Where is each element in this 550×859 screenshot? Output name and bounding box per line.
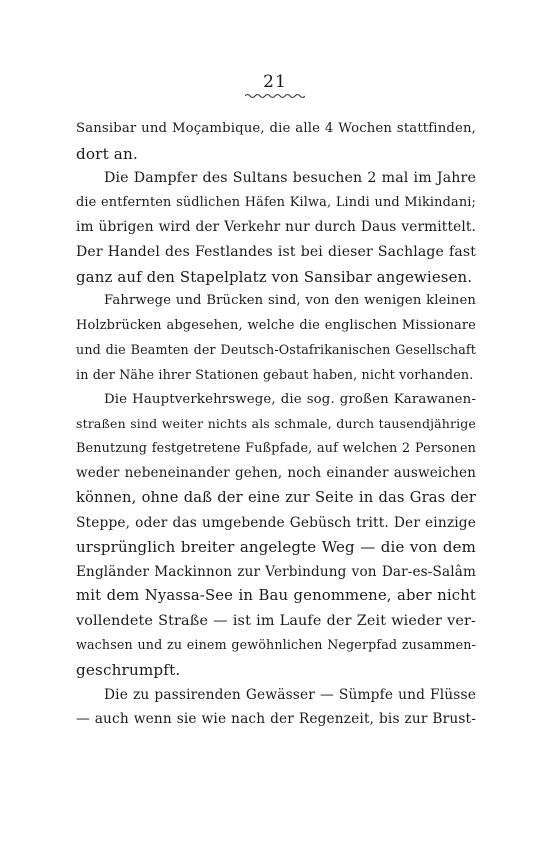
text-line: wachsen und zu einem gewöhnlichen Negerpfad zusammen-	[76, 637, 476, 653]
text-line: dort an.	[76, 144, 138, 163]
page-header	[0, 72, 550, 100]
paragraph	[76, 166, 476, 289]
text-line: — auch wenn sie wie nach der Regenzeit, bis zur Brust-	[76, 711, 476, 728]
text-line: ursprünglich breiter angelegte Weg — die von dem	[76, 538, 476, 557]
text-line: weder nebeneinander gehen, noch einander ausweichen	[76, 465, 476, 482]
body-text	[76, 117, 476, 732]
text-line: Fahrwege und Brücken sind, von den wenigen kleinen	[104, 293, 476, 309]
text-line: geschrumpft.	[76, 661, 181, 680]
text-line: Sansibar und Moçambique, die alle 4 Wochen stattfinden,	[76, 121, 476, 136]
paragraph	[76, 117, 476, 166]
text-line: Engländer Mackinnon zur Verbindung von Dar-es-Salâm	[76, 563, 476, 580]
paragraph	[76, 388, 476, 683]
text-line: vollendete Straße — ist im Laufe der Zeit wieder ver-	[76, 612, 476, 629]
text-line: Die zu passirenden Gewässer — Sümpfe und Flüsse	[104, 686, 476, 703]
text-line: im übrigen wird der Verkehr nur durch Daus vermittelt.	[76, 219, 476, 236]
text-line: Holzbrücken abgesehen, welche die englischen Missionare	[76, 317, 476, 333]
text-line: in der Nähe ihrer Stationen gebaut haben, nicht vorhanden.	[76, 366, 474, 382]
text-line: Die Hauptverkehrswege, die sog. großen Karawanen-	[104, 391, 476, 407]
text-line: Die Dampfer des Sultans besuchen 2 mal im Jahre	[104, 170, 476, 187]
text-line: und die Beamten der Deutsch-Ostafrikanischen Gesellschaft	[76, 342, 476, 358]
page-number: 21	[263, 72, 287, 92]
text-line: ganz auf den Stapelplatz von Sansibar angewiesen.	[76, 267, 473, 286]
text-line: die entfernten südlichen Häfen Kilwa, Lindi und Mikindani;	[76, 194, 476, 210]
text-line: Benutzung festgetretene Fußpfade, auf welchen 2 Personen	[76, 440, 476, 456]
text-line: straßen sind weiter nichts als schmale, durch tausendjährige	[76, 416, 476, 432]
text-line: Der Handel des Festlandes ist bei dieser Sachlage fast	[76, 243, 476, 260]
text-line: Steppe, oder das umgebende Gebüsch tritt. Der einzige	[76, 514, 476, 531]
wavy-ornament	[245, 92, 305, 100]
text-line: mit dem Nyassa-See in Bau genommene, aber nicht	[76, 587, 476, 605]
text-line: können, ohne daß der eine zur Seite in das Gras der	[76, 488, 476, 506]
paragraph	[76, 289, 476, 387]
paragraph	[76, 683, 476, 732]
